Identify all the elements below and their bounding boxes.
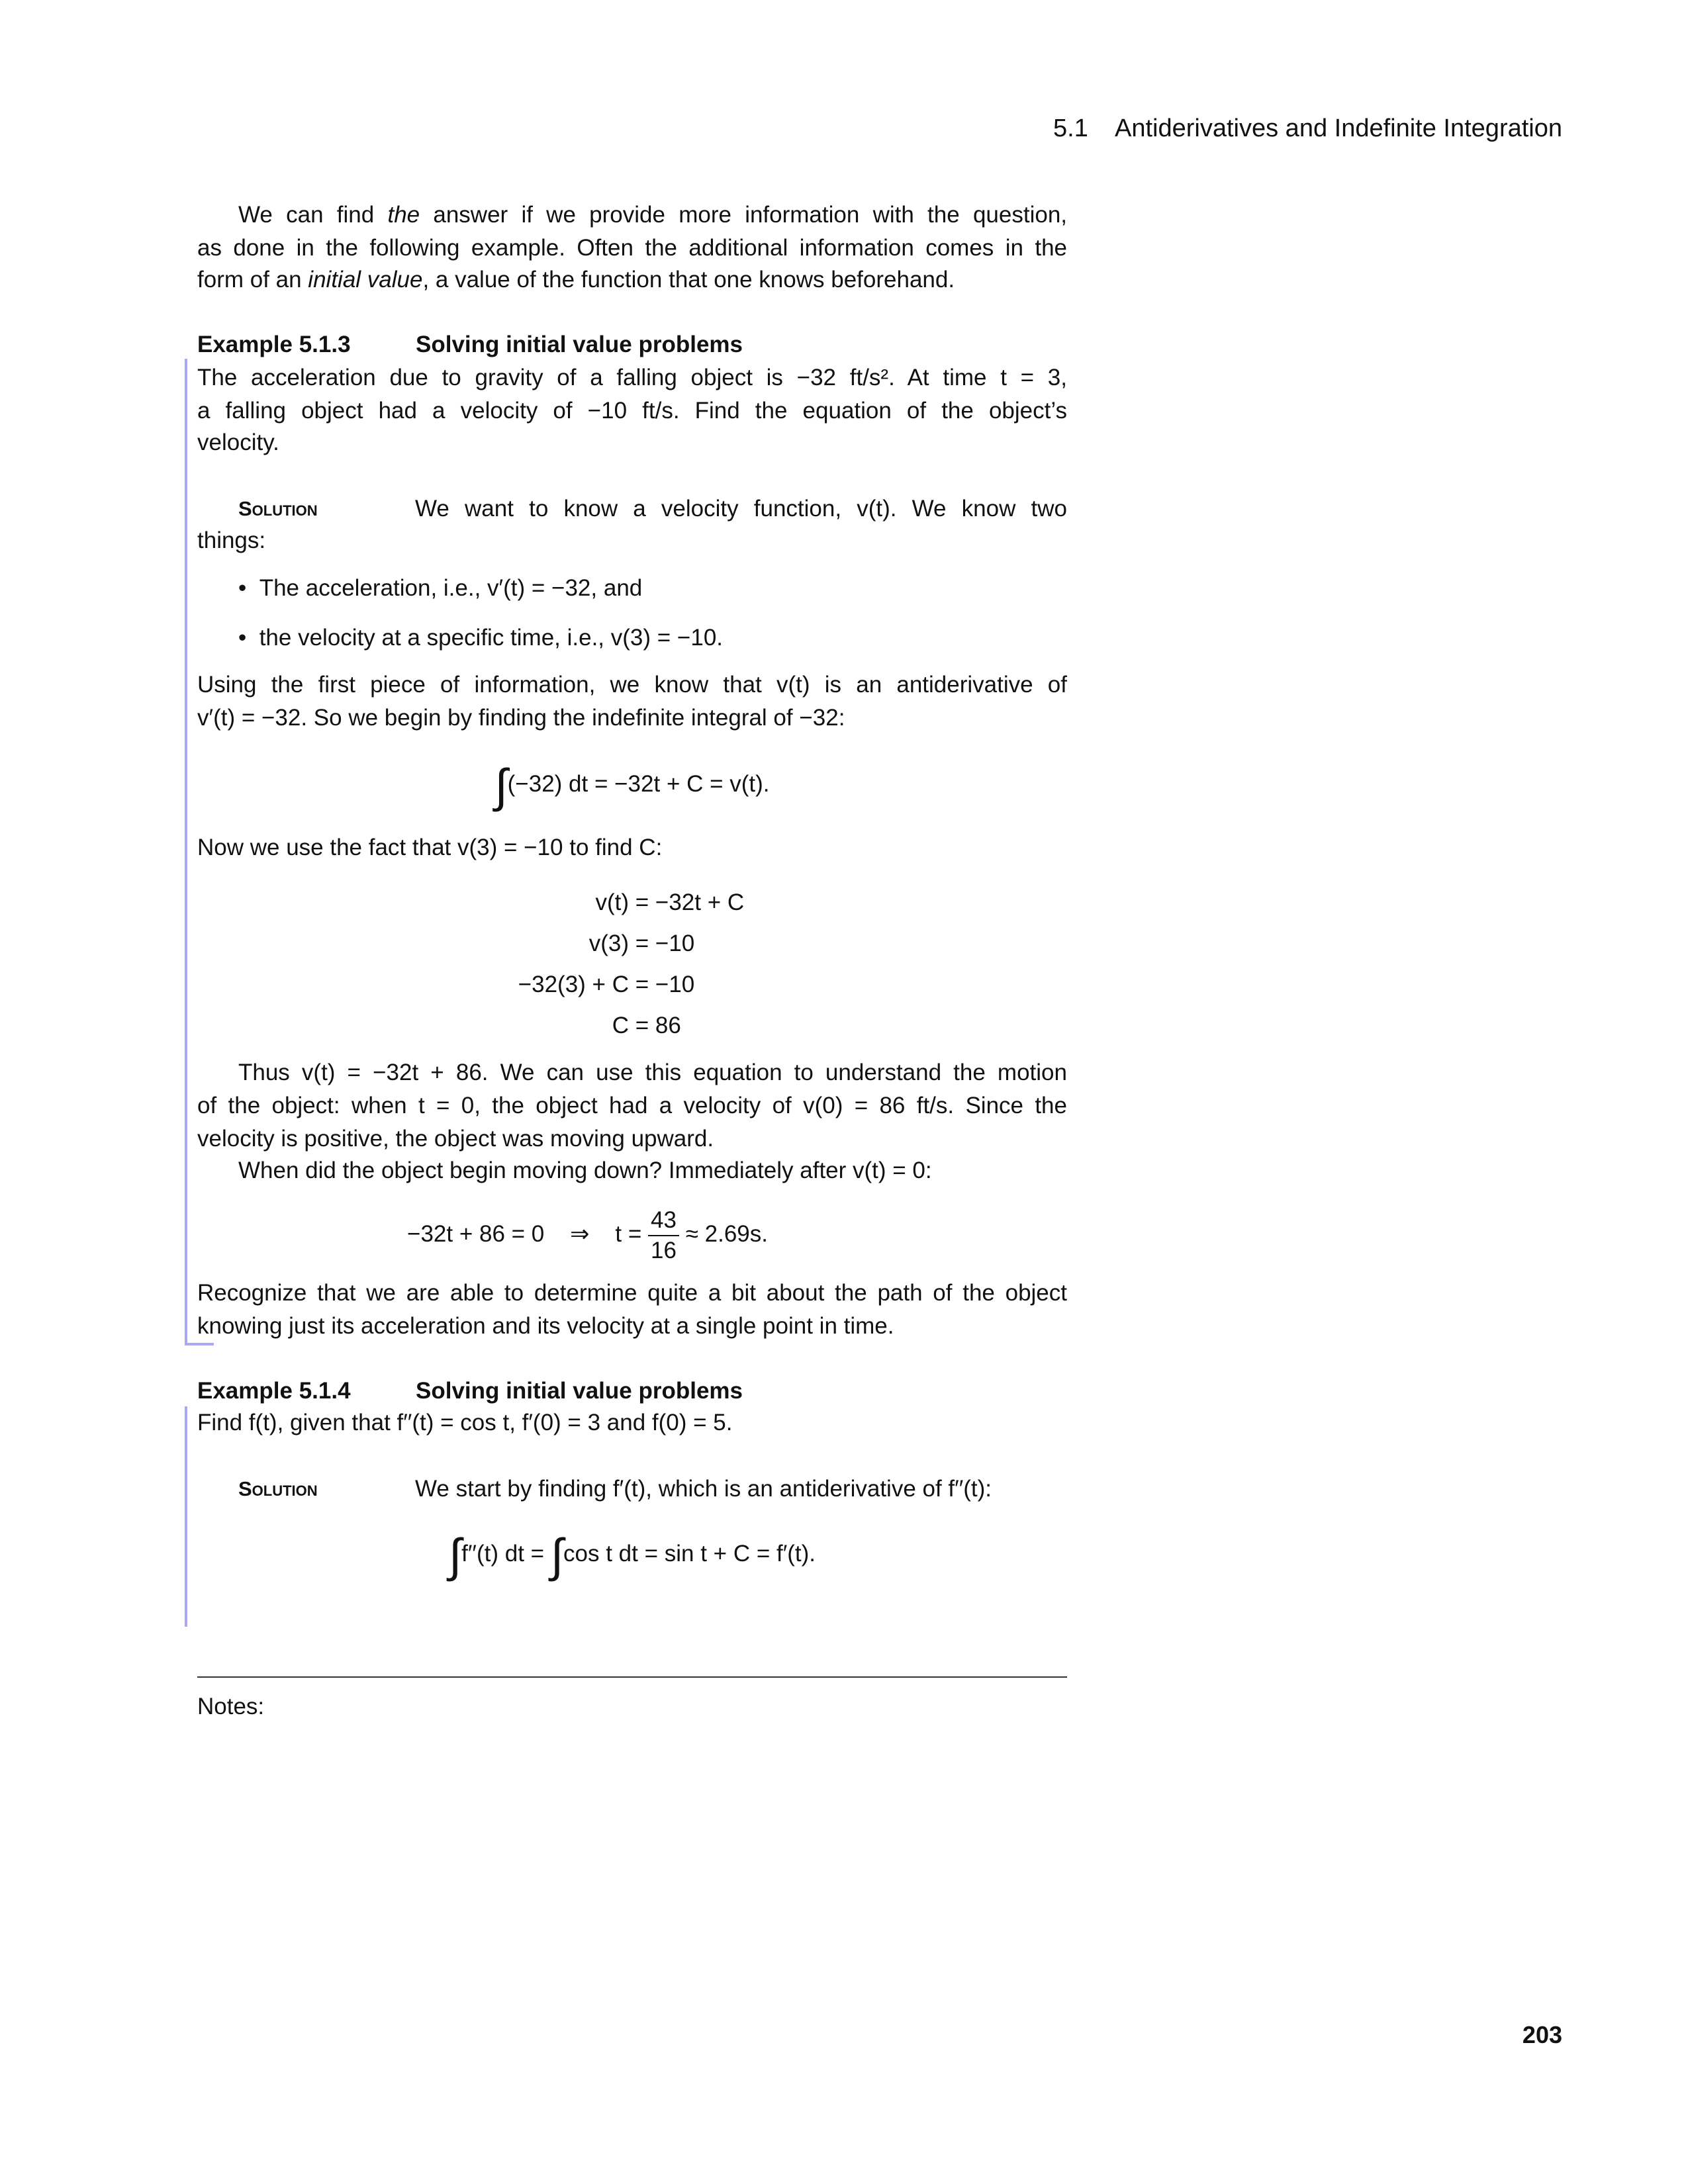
problem-line: velocity. [197,430,279,455]
problem-line: The acceleration due to gravity of a falling object is −32 ft/s². At time t = 3, [197,365,1067,390]
notes-label: Notes: [197,1694,265,1719]
running-header [1053,112,1562,145]
integral-equation: ∫f′′(t) dt = ∫cos t dt = sin t + C = f′(t). [448,1529,816,1581]
solution-line: Using the first piece of information, we know that v(t) is an antiderivative of [197,672,1067,698]
bullet-item: • the velocity at a specific time, i.e., v(3) = −10. [238,625,724,651]
solution-line: v′(t) = −32. So we begin by finding the indefinite integral of −32: [197,705,845,731]
section-title: Antiderivatives and Indefinite Integration [1115,114,1562,142]
example-heading: Example 5.1.4 Solving initial value problems [197,1378,743,1404]
intro-line-2: as done in the following example. Often the additional information comes in the [197,235,1067,261]
solution-line: velocity is positive, the object was moving upward. [197,1126,714,1152]
example-bar-foot [185,1343,214,1345]
solution-line: Recognize that we are able to determine quite a bit about the path of the object [197,1280,1067,1306]
example-heading: Example 5.1.3 Solving initial value problems [197,332,743,357]
problem-line: a falling object had a velocity of −10 ft/s. Find the equation of the object’s [197,398,1067,424]
problem-line: Find f(t), given that f′′(t) = cos t, f′(0) = 3 and f(0) = 5. [197,1410,733,1435]
solution-line: Thus v(t) = −32t + 86. We can use this equation to understand the motion [238,1060,1067,1085]
integral-equation: ∫(−32) dt = −32t + C = v(t). [494,759,770,811]
solution-label: Solution [238,1477,318,1500]
intro-line-3: form of an initial value, a value of the function that one knows beforehand. [197,267,955,293]
intro-line-1: We can find the answer if we provide more information with the question, [238,202,1068,228]
example-bar [185,1406,187,1627]
solution-line: We start by finding f′(t), which is an antiderivative of f′′(t): [415,1476,992,1502]
solution-label: Solution [238,497,318,520]
integral-sign-icon: ∫ [448,1529,462,1581]
solution-line: things: [197,527,266,553]
integral-sign-icon: ∫ [494,759,508,811]
bullet-item: • The acceleration, i.e., v′(t) = −32, and [238,575,643,601]
solution-line: Now we use the fact that v(3) = −10 to find C: [197,835,663,860]
solution-line: knowing just its acceleration and its velocity at a single point in time. [197,1313,894,1339]
page-number: 203 [1522,2021,1562,2048]
solution-line: When did the object begin moving down? Immediately after v(t) = 0: [238,1158,932,1183]
solution-line: of the object: when t = 0, the object had a velocity of v(0) = 86 ft/s. Since the [197,1093,1067,1118]
section-number: 5.1 [1053,114,1088,142]
example-bar [185,359,187,1345]
fraction-equation: −32t + 86 = 0 ⇒ t = $\frac{43}{16}$ ≈ 2.69s. [407,1206,768,1263]
integral-sign-icon: ∫ [550,1529,564,1581]
notes-divider [197,1676,1067,1678]
solution-line: We want to know a velocity function, v(t). We know two [415,496,1067,522]
aligned-equations: v(t) = −32t + C v(3) = −10 −32(3) + C = −10 C = 86 [518,889,745,1038]
